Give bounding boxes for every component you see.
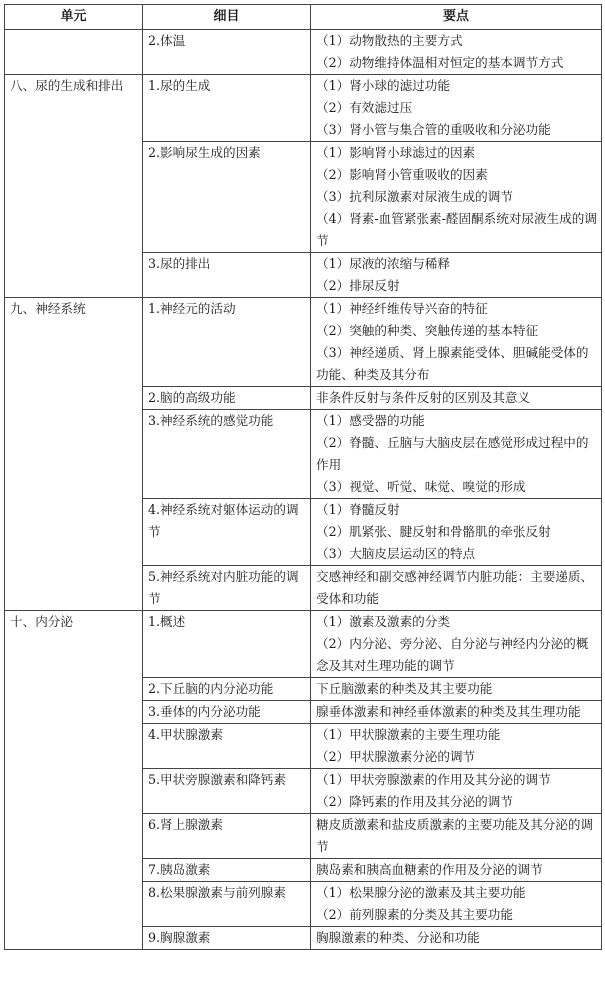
points-cell	[311, 75, 602, 142]
unit-cell	[5, 30, 143, 75]
detail-cell: 3.神经系统的感觉功能	[143, 410, 311, 499]
unit-cell: 十、内分泌	[5, 611, 143, 950]
point-item: （2）内分泌、旁分泌、自分泌与神经内分泌的概念及其对生理功能的调节	[316, 636, 589, 673]
points-cell	[311, 611, 602, 678]
header-unit: 单元	[5, 5, 143, 30]
point-item: （2）前列腺素的分类及其主要功能	[316, 907, 513, 922]
point-item: （3）抗利尿激素对尿液生成的调节	[316, 189, 513, 204]
point-item: （1）甲状旁腺激素的作用及其分泌的调节	[316, 772, 551, 787]
point-item: （3）大脑皮层运动区的特点	[316, 546, 476, 561]
point-item: （1）感受器的功能	[316, 413, 425, 428]
detail-cell: 5.甲状旁腺激素和降钙素	[143, 769, 311, 814]
table-row	[5, 298, 602, 387]
detail-cell: 2.体温	[143, 30, 311, 75]
detail-cell: 2.下丘脑的内分泌功能	[143, 678, 311, 701]
detail-cell: 8.松果腺激素与前列腺素	[143, 882, 311, 927]
table-row	[5, 75, 602, 142]
point-item: （4）肾素-血管紧张素-醛固酮系统对尿液生成的调节	[316, 211, 597, 248]
point-item: （1）动物散热的主要方式	[316, 33, 463, 48]
points-cell	[311, 298, 602, 387]
table-row	[5, 30, 602, 75]
point-item: （1）激素及激素的分类	[316, 614, 450, 629]
point-item: （1）甲状腺激素的主要生理功能	[316, 727, 501, 742]
detail-cell: 1.神经元的活动	[143, 298, 311, 387]
table-row	[5, 611, 602, 678]
point-item: 腺垂体激素和神经垂体激素的种类及其生理功能	[316, 704, 581, 719]
point-item: 下丘脑激素的种类及其主要功能	[316, 681, 493, 696]
point-item: 糖皮质激素和盐皮质激素的主要功能及其分泌的调节	[316, 817, 594, 854]
detail-cell: 3.尿的排出	[143, 253, 311, 298]
unit-cell: 九、神经系统	[5, 298, 143, 611]
point-item: （2）脊髓、丘脑与大脑皮层在感觉形成过程中的作用	[316, 435, 589, 472]
point-item: （2）影响肾小管重吸收的因素	[316, 167, 488, 182]
points-cell	[311, 387, 602, 410]
point-item: （1）影响肾小球滤过的因素	[316, 145, 476, 160]
points-cell	[311, 701, 602, 724]
point-item: 非条件反射与条件反射的区别及其意义	[316, 390, 531, 405]
point-item: （2）突触的种类、突触传递的基本特征	[316, 323, 539, 338]
points-cell	[311, 253, 602, 298]
point-item: （1）尿液的浓缩与稀释	[316, 256, 450, 271]
header-row	[5, 5, 602, 30]
detail-cell: 2.影响尿生成的因素	[143, 142, 311, 253]
syllabus-table	[4, 4, 602, 950]
detail-cell: 7.胰岛激素	[143, 859, 311, 882]
header-points: 要点	[311, 5, 602, 30]
point-item: （2）排尿反射	[316, 278, 400, 293]
point-item: （2）动物维持体温相对恒定的基本调节方式	[316, 55, 564, 70]
detail-cell: 2.脑的高级功能	[143, 387, 311, 410]
points-cell	[311, 142, 602, 253]
unit-cell: 八、尿的生成和排出	[5, 75, 143, 298]
point-item: （1）神经纤维传导兴奋的特征	[316, 301, 488, 316]
point-item: （3）神经递质、肾上腺素能受体、胆碱能受体的功能、种类及其分布	[316, 345, 589, 382]
points-cell	[311, 769, 602, 814]
points-cell	[311, 814, 602, 859]
detail-cell: 1.概述	[143, 611, 311, 678]
points-cell	[311, 724, 602, 769]
detail-cell: 5.神经系统对内脏功能的调节	[143, 566, 311, 611]
points-cell	[311, 566, 602, 611]
point-item: （3）肾小管与集合管的重吸收和分泌功能	[316, 122, 551, 137]
point-item: （2）甲状腺激素分泌的调节	[316, 749, 476, 764]
detail-cell: 9.胸腺激素	[143, 927, 311, 950]
points-cell	[311, 410, 602, 499]
point-item: 胸腺激素的种类、分泌和功能	[316, 930, 480, 945]
point-item: （1）肾小球的滤过功能	[316, 78, 450, 93]
point-item: （2）降钙素的作用及其分泌的调节	[316, 794, 513, 809]
point-item: 交感神经和副交感神经调节内脏功能：主要递质、受体和功能	[316, 569, 594, 606]
point-item: （2）肌紧张、腱反射和骨骼肌的牵张反射	[316, 524, 551, 539]
detail-cell: 6.肾上腺激素	[143, 814, 311, 859]
header-detail: 细目	[143, 5, 311, 30]
points-cell	[311, 859, 602, 882]
detail-cell: 1.尿的生成	[143, 75, 311, 142]
point-item: （2）有效滤过压	[316, 100, 413, 115]
syllabus-document	[4, 4, 601, 950]
points-cell	[311, 678, 602, 701]
points-cell	[311, 882, 602, 927]
detail-cell: 4.甲状腺激素	[143, 724, 311, 769]
point-item: 胰岛素和胰高血糖素的作用及分泌的调节	[316, 862, 543, 877]
points-cell	[311, 927, 602, 950]
points-cell	[311, 499, 602, 566]
detail-cell: 4.神经系统对躯体运动的调节	[143, 499, 311, 566]
point-item: （3）视觉、听觉、味觉、嗅觉的形成	[316, 479, 526, 494]
point-item: （1）脊髓反射	[316, 502, 400, 517]
points-cell	[311, 30, 602, 75]
detail-cell: 3.垂体的内分泌功能	[143, 701, 311, 724]
point-item: （1）松果腺分泌的激素及其主要功能	[316, 885, 526, 900]
